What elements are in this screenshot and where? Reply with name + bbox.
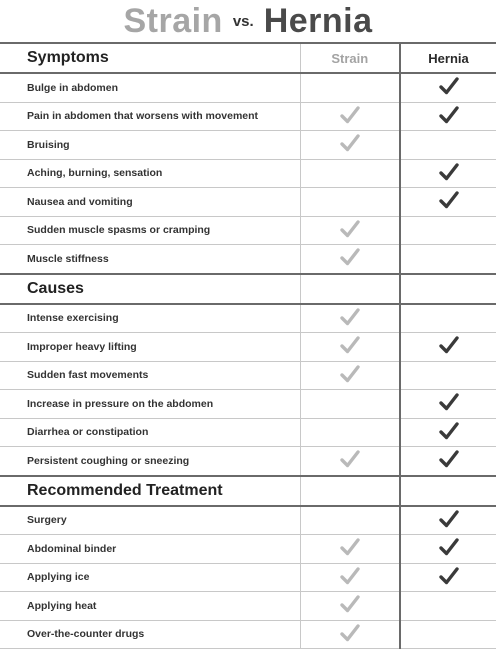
row-label: Aching, burning, sensation <box>0 159 300 188</box>
row-label: Diarrhea or constipation <box>0 418 300 447</box>
hernia-cell <box>400 563 496 592</box>
hernia-cell <box>400 102 496 131</box>
hernia-cell <box>400 535 496 564</box>
table-row <box>0 592 496 621</box>
comparison-table-body <box>0 43 496 649</box>
column-header-hernia <box>400 274 496 304</box>
checkmark-icon <box>339 307 361 327</box>
column-header-strain <box>300 476 400 506</box>
row-label: Muscle stiffness <box>0 245 300 274</box>
checkmark-icon <box>438 566 460 586</box>
row-label: Surgery <box>0 506 300 535</box>
hernia-cell <box>400 131 496 160</box>
checkmark-icon <box>339 335 361 355</box>
row-label: Over-the-counter drugs <box>0 620 300 649</box>
title-strain: Strain <box>123 1 223 40</box>
row-label: Pain in abdomen that worsens with movement <box>0 102 300 131</box>
strain-cell <box>300 188 400 217</box>
checkmark-icon <box>339 566 361 586</box>
section-heading: Recommended Treatment <box>0 476 300 506</box>
checkmark-icon <box>339 364 361 384</box>
table-row <box>0 159 496 188</box>
comparison-table <box>0 42 496 649</box>
checkmark-icon <box>339 133 361 153</box>
strain-cell <box>300 216 400 245</box>
hernia-cell <box>400 159 496 188</box>
strain-cell <box>300 506 400 535</box>
hernia-cell <box>400 73 496 102</box>
row-label: Intense exercising <box>0 304 300 333</box>
checkmark-icon <box>438 537 460 557</box>
checkmark-icon <box>339 105 361 125</box>
strain-cell <box>300 102 400 131</box>
table-row <box>0 333 496 362</box>
hernia-cell <box>400 245 496 274</box>
strain-cell <box>300 131 400 160</box>
table-row <box>0 131 496 160</box>
checkmark-icon <box>339 594 361 614</box>
hernia-cell <box>400 188 496 217</box>
strain-cell <box>300 390 400 419</box>
section-header <box>0 274 496 304</box>
checkmark-icon <box>339 247 361 267</box>
title-vs: vs. <box>232 12 254 30</box>
column-header-hernia <box>400 476 496 506</box>
table-row <box>0 188 496 217</box>
table-row <box>0 620 496 649</box>
table-row <box>0 506 496 535</box>
row-label: Sudden muscle spasms or cramping <box>0 216 300 245</box>
strain-cell <box>300 418 400 447</box>
section-header <box>0 43 496 73</box>
checkmark-icon <box>438 190 460 210</box>
section-heading: Causes <box>0 274 300 304</box>
strain-cell <box>300 592 400 621</box>
strain-cell <box>300 563 400 592</box>
row-label: Improper heavy lifting <box>0 333 300 362</box>
row-label: Applying heat <box>0 592 300 621</box>
strain-cell <box>300 159 400 188</box>
row-label: Bruising <box>0 131 300 160</box>
checkmark-icon <box>438 449 460 469</box>
row-label: Persistent coughing or sneezing <box>0 447 300 476</box>
strain-cell <box>300 73 400 102</box>
hernia-cell <box>400 592 496 621</box>
checkmark-icon <box>339 537 361 557</box>
table-row <box>0 216 496 245</box>
hernia-cell <box>400 447 496 476</box>
column-header-strain: Strain <box>300 43 400 73</box>
table-row <box>0 390 496 419</box>
table-row <box>0 102 496 131</box>
table-row <box>0 73 496 102</box>
hernia-cell <box>400 390 496 419</box>
hernia-cell <box>400 361 496 390</box>
strain-cell <box>300 333 400 362</box>
checkmark-icon <box>438 105 460 125</box>
table-row <box>0 418 496 447</box>
hernia-cell <box>400 216 496 245</box>
strain-cell <box>300 447 400 476</box>
hernia-cell <box>400 333 496 362</box>
table-row <box>0 447 496 476</box>
strain-cell <box>300 361 400 390</box>
page-title <box>0 0 496 42</box>
hernia-cell <box>400 620 496 649</box>
hernia-cell <box>400 418 496 447</box>
table-row <box>0 245 496 274</box>
checkmark-icon <box>438 335 460 355</box>
strain-cell <box>300 304 400 333</box>
strain-cell <box>300 245 400 274</box>
checkmark-icon <box>438 421 460 441</box>
table-row <box>0 563 496 592</box>
strain-cell <box>300 620 400 649</box>
table-row <box>0 361 496 390</box>
row-label: Abdominal binder <box>0 535 300 564</box>
checkmark-icon <box>438 162 460 182</box>
section-heading: Symptoms <box>0 43 300 73</box>
hernia-cell <box>400 304 496 333</box>
strain-cell <box>300 535 400 564</box>
title-hernia: Hernia <box>263 1 373 40</box>
checkmark-icon <box>438 76 460 96</box>
section-header <box>0 476 496 506</box>
table-row <box>0 304 496 333</box>
table-row <box>0 535 496 564</box>
row-label: Bulge in abdomen <box>0 73 300 102</box>
row-label: Sudden fast movements <box>0 361 300 390</box>
column-header-strain <box>300 274 400 304</box>
hernia-cell <box>400 506 496 535</box>
checkmark-icon <box>339 219 361 239</box>
checkmark-icon <box>438 392 460 412</box>
column-header-hernia: Hernia <box>400 43 496 73</box>
row-label: Nausea and vomiting <box>0 188 300 217</box>
row-label: Increase in pressure on the abdomen <box>0 390 300 419</box>
checkmark-icon <box>438 509 460 529</box>
checkmark-icon <box>339 449 361 469</box>
row-label: Applying ice <box>0 563 300 592</box>
